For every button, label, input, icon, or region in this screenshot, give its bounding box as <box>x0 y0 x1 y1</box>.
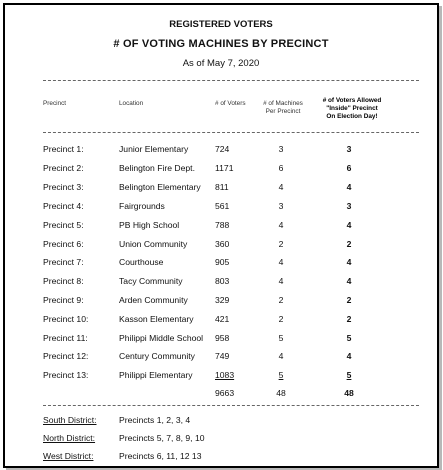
voters-cell: 329 <box>215 295 230 305</box>
machines-cell: 4 <box>278 351 284 361</box>
voters-cell: 360 <box>215 239 230 249</box>
voters-cell: 803 <box>215 276 230 286</box>
top-divider <box>43 80 419 81</box>
precinct-cell: Precinct 9: <box>43 295 84 305</box>
location-cell: Belington Fire Dept. <box>119 163 195 173</box>
district-row <box>5 433 437 449</box>
document-page <box>5 5 437 466</box>
table-row <box>5 370 437 388</box>
voters-cell: 958 <box>215 333 230 343</box>
machines-cell: 3 <box>278 201 284 211</box>
header-allowed-line-2: "Inside" Precinct <box>326 105 378 112</box>
total-allowed: 48 <box>344 388 354 398</box>
header-allowed <box>315 97 389 121</box>
voters-cell: 421 <box>215 314 230 324</box>
machines-cell: 4 <box>278 182 284 192</box>
machines-cell: 3 <box>278 144 284 154</box>
totals-row <box>5 388 437 406</box>
table-row <box>5 201 437 219</box>
precinct-cell: Precinct 1: <box>43 144 84 154</box>
machines-cell: 6 <box>278 163 284 173</box>
precinct-cell: Precinct 11: <box>43 333 88 343</box>
location-cell: Century Community <box>119 351 195 361</box>
precinct-cell: Precinct 7: <box>43 257 84 267</box>
allowed-cell: 3 <box>346 144 352 154</box>
table-row <box>5 314 437 332</box>
total-machines: 48 <box>276 388 286 398</box>
header-machines-line-1: # of Machines <box>263 100 303 107</box>
allowed-cell: 5 <box>346 370 352 380</box>
location-cell: Kasson Elementary <box>119 314 194 324</box>
allowed-cell: 3 <box>346 201 352 211</box>
location-cell: Fairgrounds <box>119 201 165 211</box>
district-precincts: Precincts 5, 7, 8, 9, 10 <box>119 433 205 443</box>
machines-cell: 2 <box>278 295 284 305</box>
location-cell: Philippi Elementary <box>119 370 193 380</box>
table-row <box>5 295 437 313</box>
location-cell: Union Community <box>119 239 188 249</box>
document-frame <box>3 3 439 468</box>
location-cell: Arden Community <box>119 295 188 305</box>
header-divider <box>43 132 419 133</box>
total-voters: 9663 <box>215 388 235 398</box>
voters-cell: 561 <box>215 201 230 211</box>
header-voters: # of Voters <box>215 100 246 107</box>
table-row <box>5 144 437 162</box>
header-allowed-line-3: On Election Day! <box>326 113 378 120</box>
precinct-cell: Precinct 4: <box>43 201 84 211</box>
location-cell: PB High School <box>119 220 180 230</box>
district-name: West District: <box>43 451 94 461</box>
bottom-divider <box>43 405 419 406</box>
allowed-cell: 4 <box>346 257 352 267</box>
district-precincts: Precincts 6, 11, 12 13 <box>119 451 202 461</box>
machines-cell: 5 <box>278 370 284 380</box>
allowed-cell: 2 <box>346 314 352 324</box>
allowed-cell: 6 <box>346 163 352 173</box>
voters-cell: 905 <box>215 257 230 267</box>
header-allowed-line-1: # of Voters Allowed <box>322 97 382 104</box>
machines-cell: 2 <box>278 314 284 324</box>
voters-cell: 788 <box>215 220 230 230</box>
district-row <box>5 415 437 431</box>
voters-cell: 811 <box>215 182 229 192</box>
allowed-cell: 4 <box>346 351 352 361</box>
location-cell: Junior Elementary <box>119 144 189 154</box>
precinct-cell: Precinct 13: <box>43 370 89 380</box>
voters-cell: 724 <box>215 144 230 154</box>
precinct-cell: Precinct 2: <box>43 163 84 173</box>
district-name: South District: <box>43 415 97 425</box>
district-row <box>5 451 437 467</box>
document-subtitle: # OF VOTING MACHINES BY PRECINCT <box>113 38 329 50</box>
machines-cell: 5 <box>278 333 284 343</box>
header-machines <box>263 100 303 116</box>
table-row <box>5 351 437 369</box>
location-cell: Courthouse <box>119 257 164 267</box>
location-cell: Belington Elementary <box>119 182 201 192</box>
district-name: North District: <box>43 433 96 443</box>
location-cell: Tacy Community <box>119 276 183 286</box>
table-row <box>5 276 437 294</box>
header-precinct: Precinct <box>43 100 67 107</box>
voters-cell: 1171 <box>215 163 234 173</box>
precinct-cell: Precinct 8: <box>43 276 84 286</box>
location-cell: Philippi Middle School <box>119 333 204 343</box>
table-row <box>5 182 437 200</box>
allowed-cell: 2 <box>346 295 352 305</box>
precinct-cell: Precinct 5: <box>43 220 84 230</box>
table-row <box>5 333 437 351</box>
header-machines-line-2: Per Precinct <box>265 108 301 115</box>
table-row <box>5 220 437 238</box>
allowed-cell: 5 <box>346 333 352 343</box>
machines-cell: 4 <box>278 276 284 286</box>
document-title: REGISTERED VOTERS <box>169 19 273 30</box>
machines-cell: 4 <box>278 257 284 267</box>
precinct-cell: Precinct 12: <box>43 351 89 361</box>
allowed-cell: 2 <box>346 239 352 249</box>
allowed-cell: 4 <box>346 276 352 286</box>
document-date: As of May 7, 2020 <box>182 58 260 69</box>
precinct-cell: Precinct 3: <box>43 182 84 192</box>
machines-cell: 2 <box>278 239 284 249</box>
allowed-cell: 4 <box>346 182 352 192</box>
voters-cell: 1083 <box>215 370 235 380</box>
table-row <box>5 163 437 181</box>
allowed-cell: 4 <box>346 220 352 230</box>
voters-cell: 749 <box>215 351 230 361</box>
precinct-cell: Precinct 6: <box>43 239 84 249</box>
district-precincts: Precincts 1, 2, 3, 4 <box>119 415 191 425</box>
machines-cell: 4 <box>278 220 284 230</box>
table-row <box>5 257 437 275</box>
precinct-cell: Precinct 10: <box>43 314 89 324</box>
table-row <box>5 239 437 257</box>
header-location: Location <box>119 100 144 107</box>
